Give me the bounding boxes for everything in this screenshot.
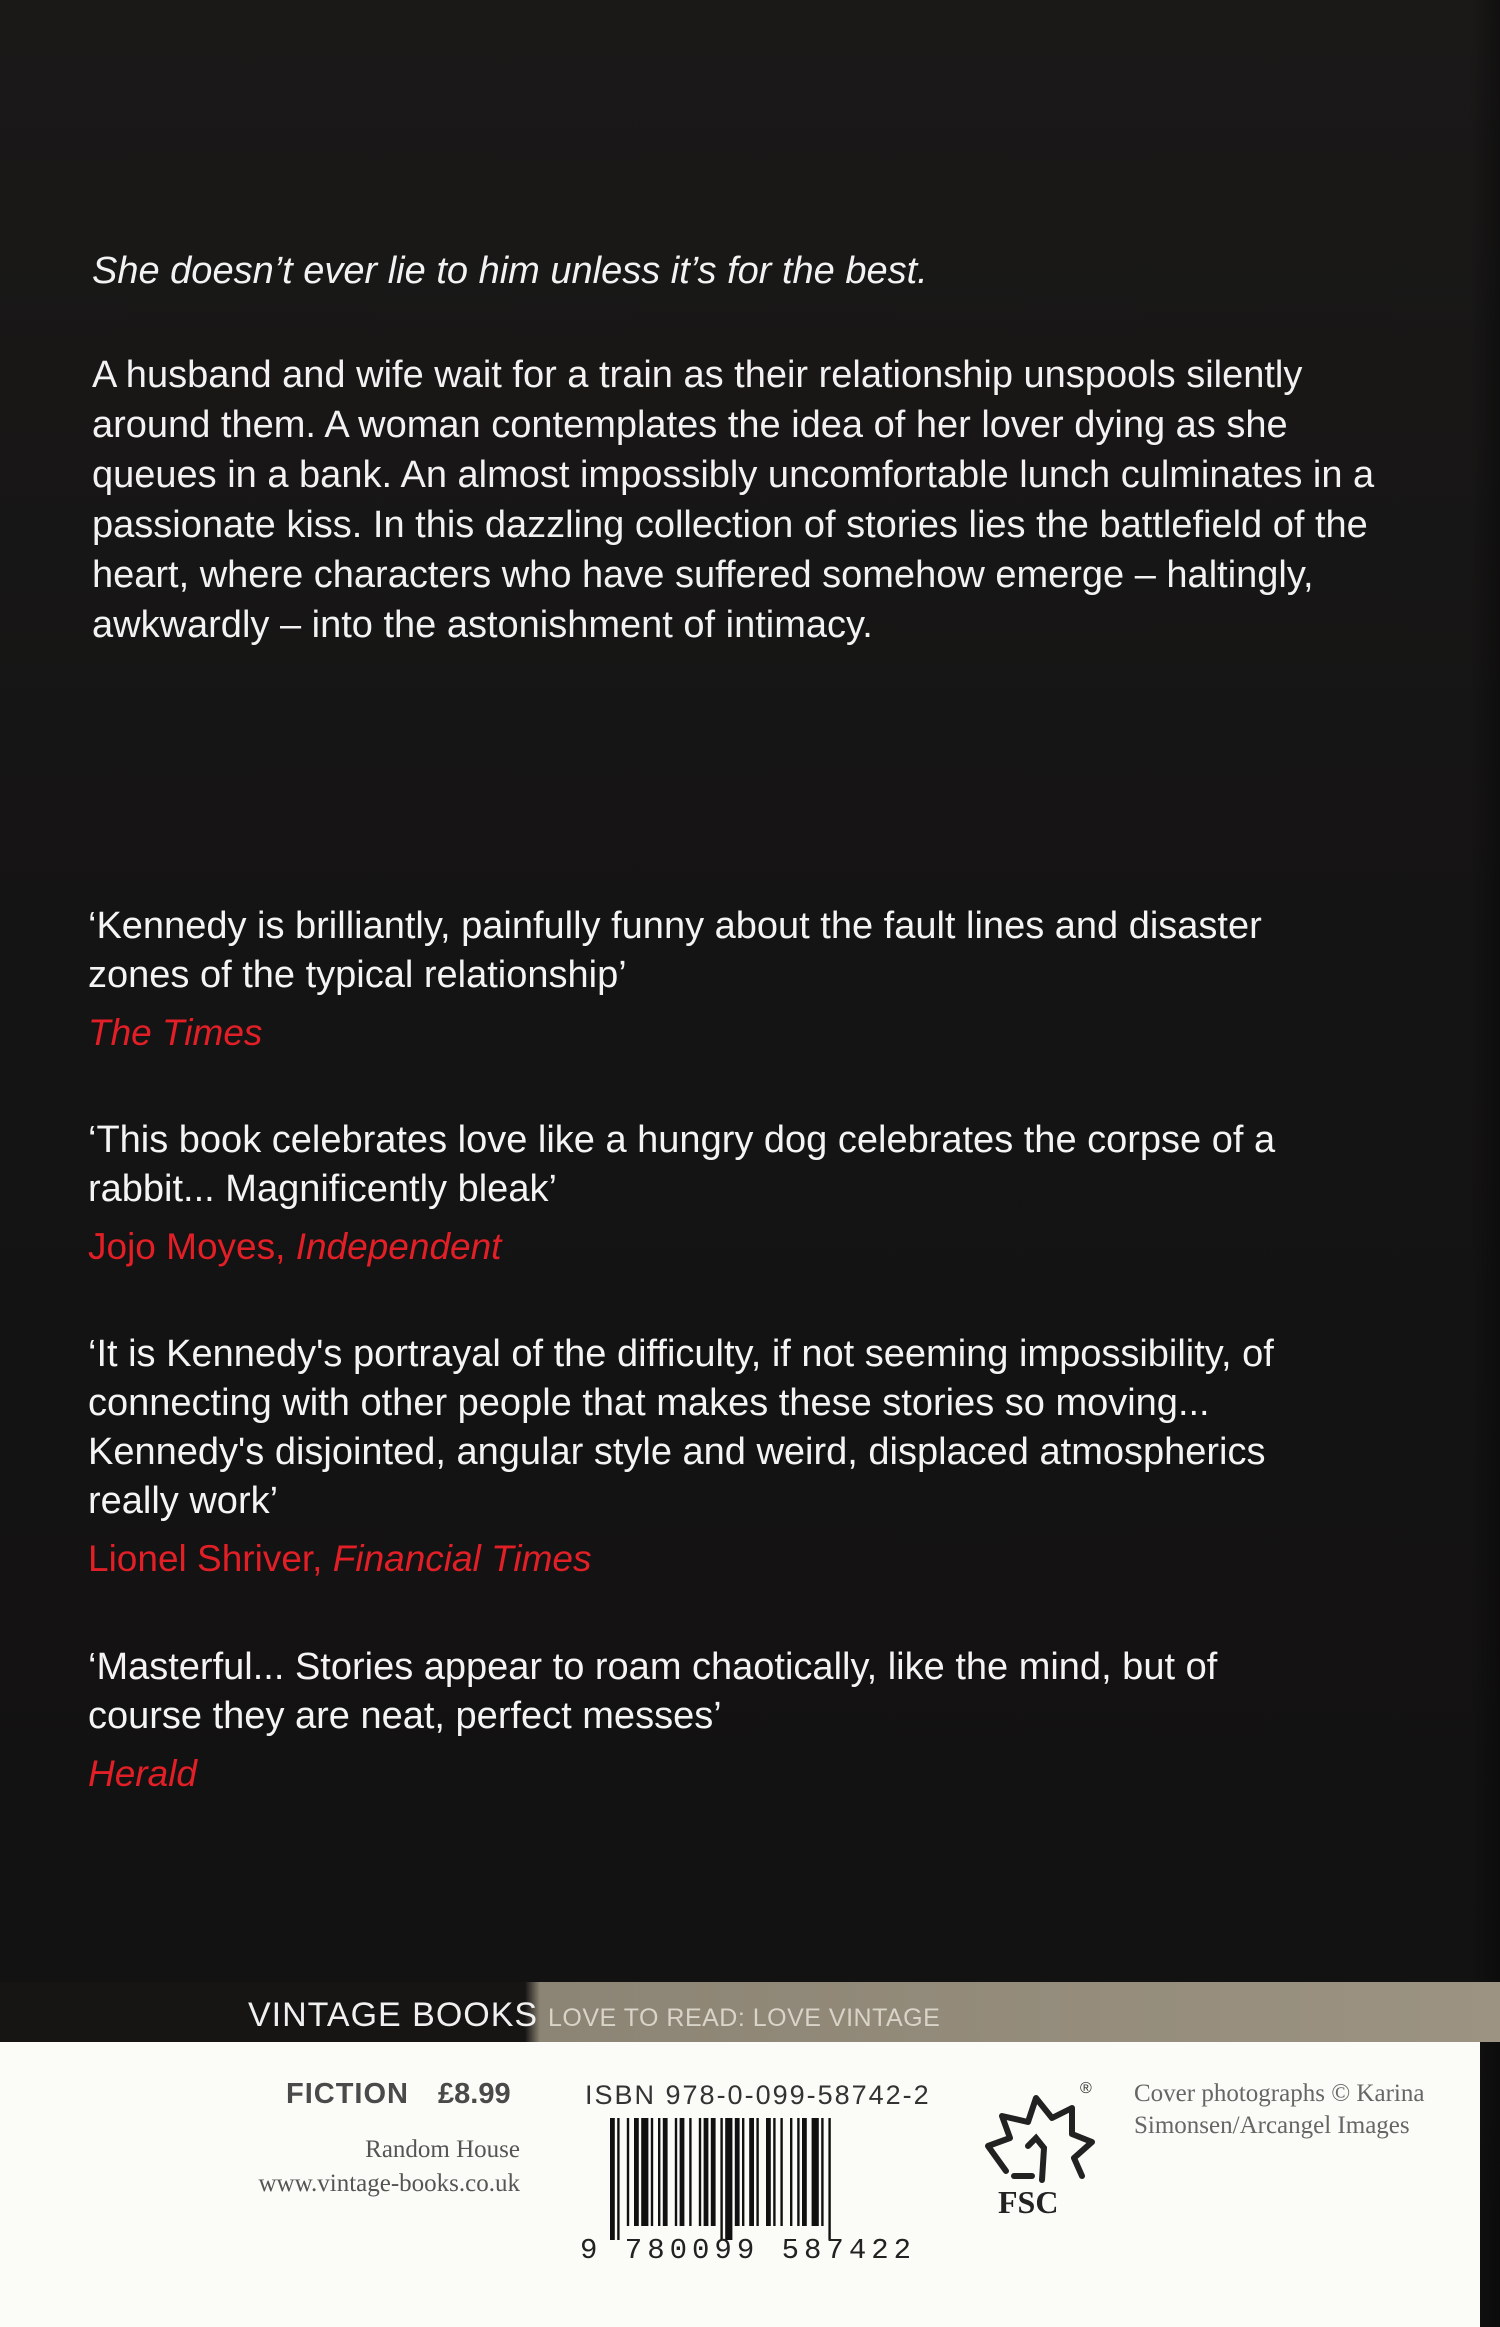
review-source	[88, 1222, 1308, 1271]
review-source-publication: The Times	[88, 1012, 263, 1053]
review-text: ‘Masterful... Stories appear to roam chaotically, like the mind, but of course they are neat, perfect messes’	[88, 1646, 1218, 1737]
review-text: ‘Kennedy is brilliantly, painfully funny about the fault lines and disaster zones of the typical relationship’	[88, 905, 1262, 996]
review-quote	[88, 1330, 1308, 1583]
fsc-label: FSC	[998, 2184, 1059, 2220]
review-source	[88, 1534, 1308, 1583]
publisher-name: Random House	[365, 2136, 520, 2163]
review-source-publication: Herald	[88, 1753, 197, 1794]
tagline: She doesn’t ever lie to him unless it’s for the best.	[92, 250, 928, 292]
review-quote	[88, 1116, 1308, 1271]
imprint-slogan: LOVE TO READ: LOVE VINTAGE	[548, 2004, 941, 2032]
spine-shadow	[1470, 0, 1500, 2327]
review-quote	[88, 1643, 1308, 1798]
review-source-publication: Independent	[295, 1226, 502, 1267]
review-source-author: Jojo Moyes,	[88, 1226, 296, 1267]
barcode	[610, 2118, 930, 2240]
registered-mark: ®	[1080, 2080, 1092, 2097]
review-quote	[88, 902, 1308, 1057]
review-source-author: Lionel Shriver,	[88, 1538, 333, 1579]
category-label: FICTION	[286, 2078, 409, 2110]
barcode-digits: 9 780099 587422	[580, 2234, 917, 2267]
review-source-publication: Financial Times	[332, 1538, 592, 1579]
imprint-name: VINTAGE BOOKS	[248, 1996, 539, 2034]
review-text: ‘This book celebrates love like a hungry dog celebrates the corpse of a rabbit... Magnificently bleak’	[88, 1119, 1276, 1210]
cover-credits: Cover photographs © Karina Simonsen/Arcangel Images	[1134, 2080, 1425, 2139]
review-text: ‘It is Kennedy's portrayal of the difficulty, if not seeming impossibility, of connecting with other people that makes these stories so moving... Kennedy's disjointed, angular style and weird, displaced atmospherics really work’	[88, 1333, 1274, 1522]
publisher-website: www.vintage-books.co.uk	[258, 2170, 520, 2197]
isbn-label: ISBN 978-0-099-58742-2	[585, 2080, 931, 2110]
price-label: £8.99	[438, 2078, 511, 2110]
review-source	[88, 1008, 1308, 1057]
review-source	[88, 1749, 1308, 1798]
blurb-paragraph: A husband and wife wait for a train as their relationship unspools silently around them. A woman contemplates the idea of her lover dying as she queues in a bank. An almost impossibly uncomfortable lunch culminates in a passionate kiss. In this dazzling collection of stories lies the battlefield of the heart, where characters who have suffered somehow emerge – haltingly, awkwardly – into the astonishment of intimacy.	[92, 354, 1375, 646]
